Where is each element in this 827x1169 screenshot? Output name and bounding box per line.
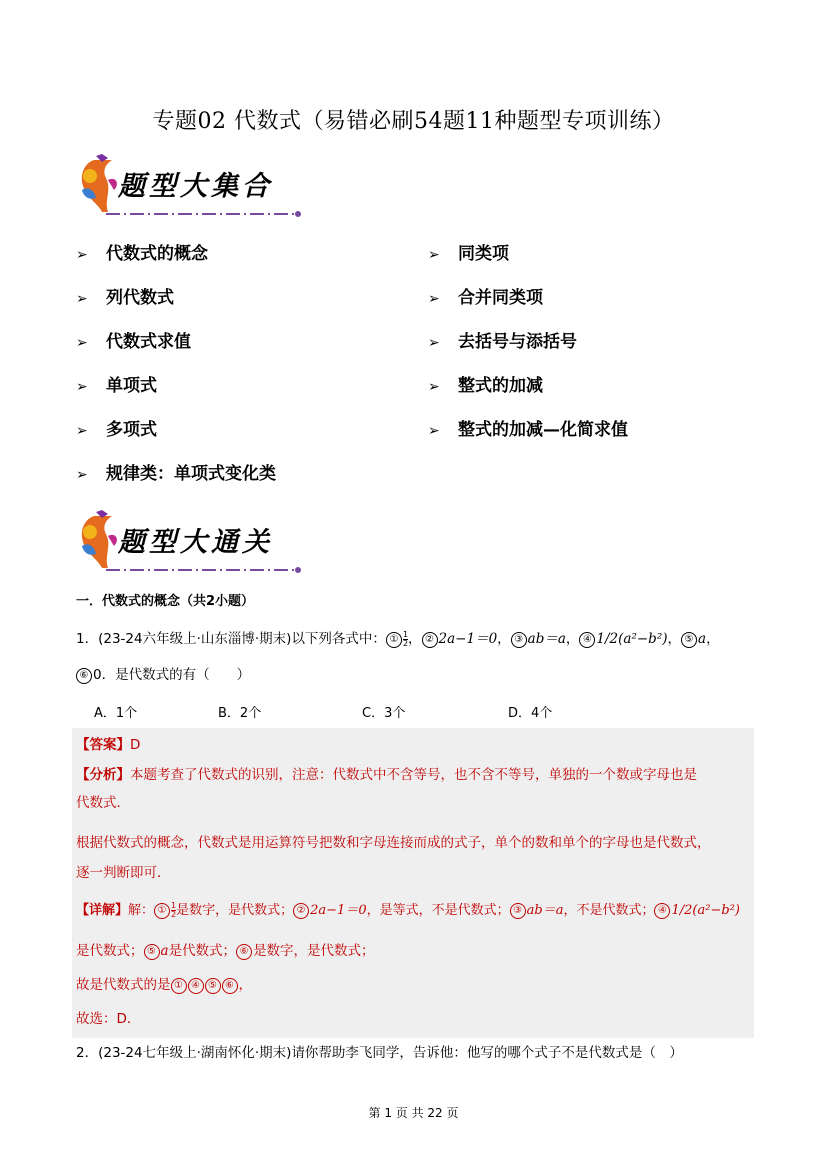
answer-box xyxy=(72,728,754,1038)
arrow-bullet-icon: ➢ xyxy=(428,247,440,263)
page-footer: 第 1 页 共 22 页 xyxy=(368,1106,459,1120)
answer-line: 【答案】D xyxy=(76,737,141,753)
arrow-bullet-icon: ➢ xyxy=(76,467,88,483)
expr-3: ab＝a xyxy=(527,631,566,647)
choice-b[interactable]: B．2个 xyxy=(218,706,262,721)
banner-title: 题型大通关 xyxy=(118,527,273,558)
answer-value: D xyxy=(130,737,141,753)
expr-2: 2a−1＝0 xyxy=(438,631,498,647)
analysis-line: 【分析】本题考查了代数式的识别，注意：代数式中不含等号，也不含不等号，单独的一个数或字母也是 xyxy=(76,767,697,783)
banner-title: 题型大集合 xyxy=(118,171,273,202)
page-title: 专题02 代数式（易错必刷54题11种题型专项训练） xyxy=(152,109,675,134)
topic-list-right xyxy=(428,242,628,442)
question-2: 2．(23-24七年级上·湖南怀化·期末)请你帮助李飞同学，告诉他：他写的哪个式子不是代数式是（ ） xyxy=(76,1045,683,1061)
arrow-bullet-icon: ➢ xyxy=(428,335,440,351)
arrow-bullet-icon: ➢ xyxy=(76,291,88,307)
topic-item: ➢ 多项式 xyxy=(76,418,276,442)
expr-5: a xyxy=(698,631,707,647)
question-number: 1． xyxy=(76,631,99,647)
question-source: (23-24六年级上·山东淄博·期末) xyxy=(98,631,292,647)
topic-item: ➢ 规律类：单项式变化类 xyxy=(76,462,276,486)
final-line: 故选：D． xyxy=(76,1011,141,1027)
topic-item: ➢ 整式的加减—化简求值 xyxy=(428,418,628,442)
choice-a[interactable]: A．1个 xyxy=(94,706,138,721)
topic-item: ➢ 列代数式 xyxy=(76,286,276,310)
arrow-bullet-icon: ➢ xyxy=(76,335,88,351)
topic-item: ➢ 整式的加减 xyxy=(428,374,628,398)
arrow-bullet-icon: ➢ xyxy=(428,291,440,307)
arrow-bullet-icon: ➢ xyxy=(428,379,440,395)
conclusion-line: 故是代数式的是 ① ④ ⑤ ⑥ ， xyxy=(76,977,252,993)
question-source: (23-24七年级上·湖南怀化·期末) xyxy=(98,1045,292,1061)
arrow-bullet-icon: ➢ xyxy=(76,247,88,263)
choice-c[interactable]: C．3个 xyxy=(362,706,406,721)
banner-practice xyxy=(72,506,312,576)
detail-line-2: 是代数式； ⑤ a是代数式； ⑥ 是数字，是代数式； xyxy=(76,943,375,959)
question-1: 1．(23-24六年级上·山东淄博·期末)以下列各式中： ① $\frac{1}{2}$ ， ② 2a−1＝0， ③ ab＝a， ④ 1/2(a²−b²)， ⑤ a， xyxy=(76,629,720,648)
topic-item: ➢ 同类项 xyxy=(428,242,628,266)
arrow-bullet-icon: ➢ xyxy=(428,423,440,439)
topic-item: ➢ 代数式求值 xyxy=(76,330,276,354)
topic-list-left xyxy=(76,242,276,486)
expr-6: 0 xyxy=(93,667,102,683)
topic-item: ➢ 去括号与添括号 xyxy=(428,330,628,354)
banner-question-types xyxy=(72,150,312,220)
expr-4: 1/2(a²−b²) xyxy=(596,631,668,647)
topic-item: ➢ 单项式 xyxy=(76,374,276,398)
question-number: 2． xyxy=(76,1045,99,1061)
topic-item: ➢ 合并同类项 xyxy=(428,286,628,310)
analysis-line-3: 根据代数式的概念，代数式是用运算符号把数和字母连接而成的式子，单个的数和单个的字母也是代数式， xyxy=(76,835,711,851)
analysis-line-4: 逐一判断即可． xyxy=(76,865,171,881)
arrow-bullet-icon: ➢ xyxy=(76,379,88,395)
analysis-line-2: 代数式． xyxy=(76,795,130,811)
detail-line: 【详解】解： ① $\frac{1}{2}$ 是数字，是代数式； ② 2a−1＝0，是等式，不是代数式； ③ ab＝a，不是代数式； ④ 1/2(a²−b²) xyxy=(76,901,740,919)
question-1-line2: ⑥ 0．是代数式的有（ ） xyxy=(76,664,250,686)
choice-d[interactable]: D．4个 xyxy=(508,706,553,721)
topic-item: ➢ 代数式的概念 xyxy=(76,242,276,266)
arrow-bullet-icon: ➢ xyxy=(76,423,88,439)
section-heading: 一．代数式的概念（共2小题） xyxy=(76,594,255,609)
